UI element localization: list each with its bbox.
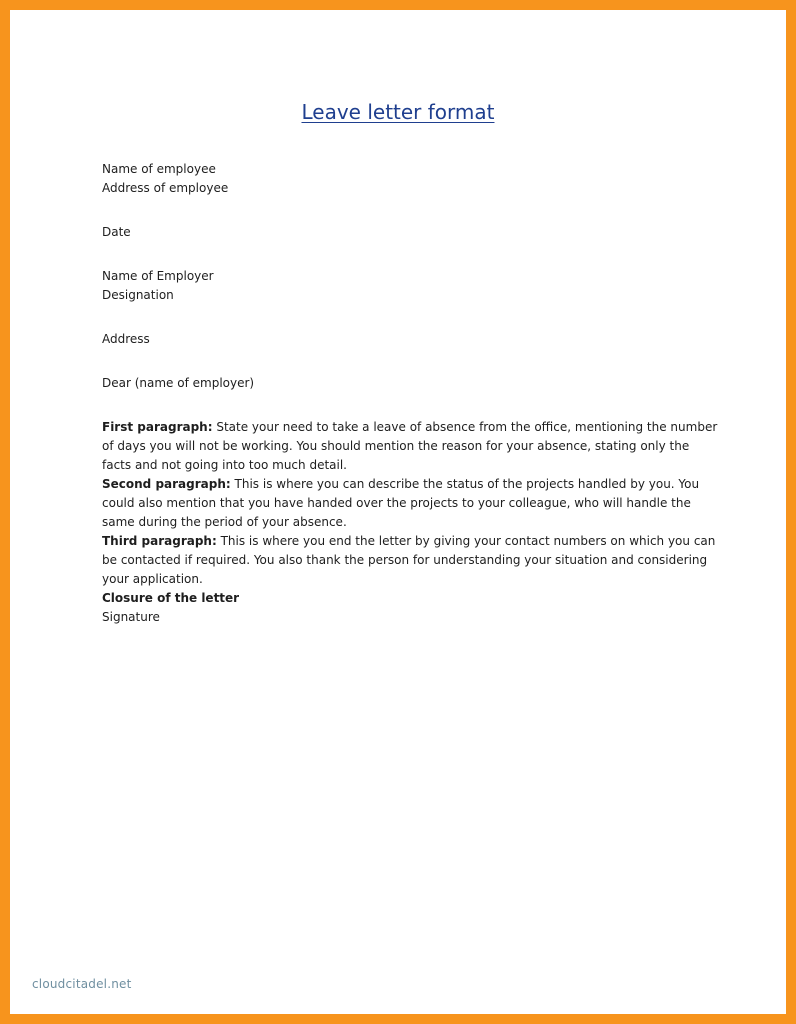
date-line: Date [102, 225, 131, 239]
first-paragraph-line-3: facts and not going into too much detail. [102, 458, 347, 472]
employee-name-line: Name of employee [102, 162, 216, 176]
first-paragraph-line-1: State your need to take a leave of absence from the office, mentioning the number [212, 420, 718, 434]
third-paragraph-label: Third paragraph: [102, 534, 217, 548]
address-line: Address [102, 332, 150, 346]
document-title: Leave letter format [301, 100, 495, 124]
closure-line: Closure of the letter [102, 591, 240, 605]
second-paragraph-line-2: could also mention that you have handed over the projects to your colleague, who will handle the [102, 496, 691, 510]
third-paragraph-line-3: your application. [102, 572, 203, 586]
first-paragraph-line-2: of days you will not be working. You should mention the reason for your absence, stating only the [102, 439, 690, 453]
employer-name-line: Name of Employer [102, 269, 214, 283]
third-paragraph-line-1: This is where you end the letter by giving your contact numbers on which you can [216, 534, 716, 548]
first-paragraph-label: First paragraph: [102, 420, 213, 434]
designation-line: Designation [102, 288, 174, 302]
second-paragraph-line-1: This is where you can describe the status of the projects handled by you. You [230, 477, 700, 491]
second-paragraph [102, 475, 702, 532]
letter-body [102, 160, 718, 627]
employee-address-line: Address of employee [102, 181, 229, 195]
salutation-line: Dear (name of employer) [102, 376, 255, 390]
first-paragraph [102, 418, 718, 475]
site-watermark: cloudcitadel.net [32, 977, 132, 991]
signature-line: Signature [102, 610, 160, 624]
third-paragraph [102, 532, 716, 589]
third-paragraph-line-2: be contacted if required. You also thank the person for understanding your situation and considering [102, 553, 708, 567]
second-paragraph-label: Second paragraph: [102, 477, 231, 491]
second-paragraph-line-3: same during the period of your absence. [102, 515, 347, 529]
